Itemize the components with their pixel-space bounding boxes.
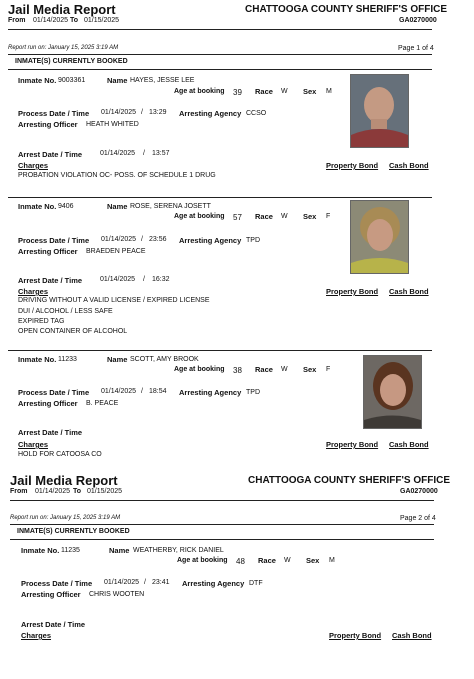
arresting-officer: CHRIS WOOTEN (89, 591, 145, 598)
to-date: 01/15/2025 (84, 17, 120, 24)
arresting-agency: CCSO (246, 110, 267, 117)
inmate-name: WEATHERBY, RICK DANIEL (133, 547, 224, 554)
agency-code: GA0270000 (400, 488, 438, 495)
charge-item: DUI / ALCOHOL / LESS SAFE (18, 308, 113, 315)
name-label: Name (107, 355, 128, 364)
process-label: Process Date / Time (18, 109, 90, 118)
arresting-agency-label: Arresting Agency (182, 579, 245, 588)
race: W (281, 213, 288, 220)
from-date: 01/14/2025 (33, 17, 69, 24)
process-label: Process Date / Time (18, 236, 90, 245)
arresting-agency: DTF (249, 580, 263, 587)
age: 48 (236, 557, 245, 566)
name-label: Name (107, 76, 128, 85)
process-label: Process Date / Time (18, 388, 90, 397)
mugshot-photo (350, 74, 409, 148)
age: 57 (233, 213, 242, 222)
arresting-officer-label: Arresting Officer (18, 247, 78, 256)
cash-bond-label: Cash Bond (389, 287, 429, 296)
sex-label: Sex (303, 365, 317, 374)
race: W (281, 366, 288, 373)
process-time: 13:29 (149, 109, 167, 116)
inmate-no-label: Inmate No. (21, 546, 60, 555)
process-time: 23:41 (152, 579, 170, 586)
sex-label: Sex (303, 87, 317, 96)
inmate-no-label: Inmate No. (18, 355, 57, 364)
process-date: 01/14/2025 (104, 579, 140, 586)
to-label: To (70, 17, 79, 24)
mugshot-photo (363, 355, 422, 429)
race-label: Race (255, 365, 273, 374)
sex: M (326, 88, 332, 95)
agency-code: GA0270000 (399, 17, 437, 24)
charges-label: Charges (18, 161, 49, 170)
run-on: Report run on: January 15, 2025 3:19 AM (8, 45, 119, 51)
age-label: Age at booking (174, 213, 225, 220)
arrest-label: Arrest Date / Time (18, 428, 83, 437)
report-title: Jail Media Report (8, 2, 116, 17)
arrest-date: 01/14/2025 (100, 150, 136, 157)
arresting-officer-label: Arresting Officer (18, 120, 78, 129)
property-bond-label: Property Bond (326, 287, 379, 296)
process-date: 01/14/2025 (101, 109, 137, 116)
charges-label: Charges (18, 440, 49, 449)
name-label: Name (107, 202, 128, 211)
page-number: Page 1 of 4 (398, 45, 434, 52)
inmate-name: ROSE, SERENA JOSETT (130, 203, 211, 210)
arrest-time: 16:32 (152, 276, 170, 283)
arrest-label: Arrest Date / Time (18, 150, 83, 159)
age: 39 (233, 88, 242, 97)
cash-bond-label: Cash Bond (392, 631, 432, 640)
arrest-label: Arrest Date / Time (18, 276, 83, 285)
process-date: 01/14/2025 (101, 388, 137, 395)
race: W (281, 88, 288, 95)
sex-label: Sex (306, 556, 320, 565)
property-bond-label: Property Bond (326, 440, 379, 449)
sex: F (326, 213, 331, 220)
from-label: From (8, 17, 26, 24)
age-label: Age at booking (174, 366, 225, 373)
charge-item: DRIVING WITHOUT A VALID LICENSE / EXPIRED LICENSE (18, 297, 210, 304)
inmate-no: 11235 (61, 547, 80, 554)
arrest-label: Arrest Date / Time (21, 620, 86, 629)
page-number: Page 2 of 4 (400, 515, 436, 522)
race-label: Race (255, 87, 273, 96)
report-title: Jail Media Report (10, 473, 118, 488)
age: 38 (233, 366, 242, 375)
arresting-agency: TPD (246, 389, 260, 396)
arrest-time: 13:57 (152, 150, 170, 157)
inmate-no-label: Inmate No. (18, 76, 57, 85)
charge-item: EXPIRED TAG (18, 318, 65, 325)
arresting-officer: HEATH WHITED (86, 121, 139, 128)
inmate-name: HAYES, JESSE LEE (130, 77, 195, 84)
cash-bond-label: Cash Bond (389, 440, 429, 449)
age-label: Age at booking (174, 88, 225, 95)
name-label: Name (109, 546, 130, 555)
process-time: 18:54 (149, 388, 167, 395)
arresting-officer-label: Arresting Officer (18, 399, 78, 408)
process-label: Process Date / Time (21, 579, 93, 588)
charges-label: Charges (21, 631, 52, 640)
inmate-no: 9406 (58, 203, 74, 210)
inmate-no: 9003361 (58, 77, 86, 84)
arresting-officer: B. PEACE (86, 400, 119, 407)
run-on: Report run on: January 15, 2025 3:19 AM (10, 515, 121, 521)
from-label: From (10, 488, 28, 495)
agency-name: CHATTOOGA COUNTY SHERIFF'S OFFICE (248, 475, 451, 486)
arresting-officer-label: Arresting Officer (21, 590, 81, 599)
section-heading: INMATE(S) CURRENTLY BOOKED (17, 528, 130, 535)
charge-item: OPEN CONTAINER OF ALCOHOL (18, 328, 128, 335)
arresting-officer: BRAEDEN PEACE (86, 248, 146, 255)
to-date: 01/15/2025 (87, 488, 123, 495)
sex: F (326, 366, 331, 373)
charge-item: PROBATION VIOLATION OC- POSS. OF SCHEDULE 1 DRUG (18, 172, 216, 179)
inmate-name: SCOTT, AMY BROOK (130, 356, 199, 363)
property-bond-label: Property Bond (329, 631, 382, 640)
age-label: Age at booking (177, 557, 228, 564)
from-date: 01/14/2025 (35, 488, 71, 495)
race: W (284, 557, 291, 564)
sex: M (329, 557, 335, 564)
arresting-agency-label: Arresting Agency (179, 109, 242, 118)
agency-name: CHATTOOGA COUNTY SHERIFF'S OFFICE (245, 4, 448, 15)
section-heading: INMATE(S) CURRENTLY BOOKED (15, 58, 128, 65)
race-label: Race (255, 212, 273, 221)
process-time: 23:56 (149, 236, 167, 243)
arresting-agency-label: Arresting Agency (179, 236, 242, 245)
mugshot-photo (350, 200, 409, 274)
arresting-agency-label: Arresting Agency (179, 388, 242, 397)
race-label: Race (258, 556, 276, 565)
arresting-agency: TPD (246, 237, 260, 244)
charges-label: Charges (18, 287, 49, 296)
arrest-date: 01/14/2025 (100, 276, 136, 283)
sex-label: Sex (303, 212, 317, 221)
process-date: 01/14/2025 (101, 236, 137, 243)
inmate-no: 11233 (58, 356, 77, 363)
property-bond-label: Property Bond (326, 161, 379, 170)
inmate-no-label: Inmate No. (18, 202, 57, 211)
cash-bond-label: Cash Bond (389, 161, 429, 170)
to-label: To (73, 488, 82, 495)
charge-item: HOLD FOR CATOOSA CO (18, 451, 102, 458)
